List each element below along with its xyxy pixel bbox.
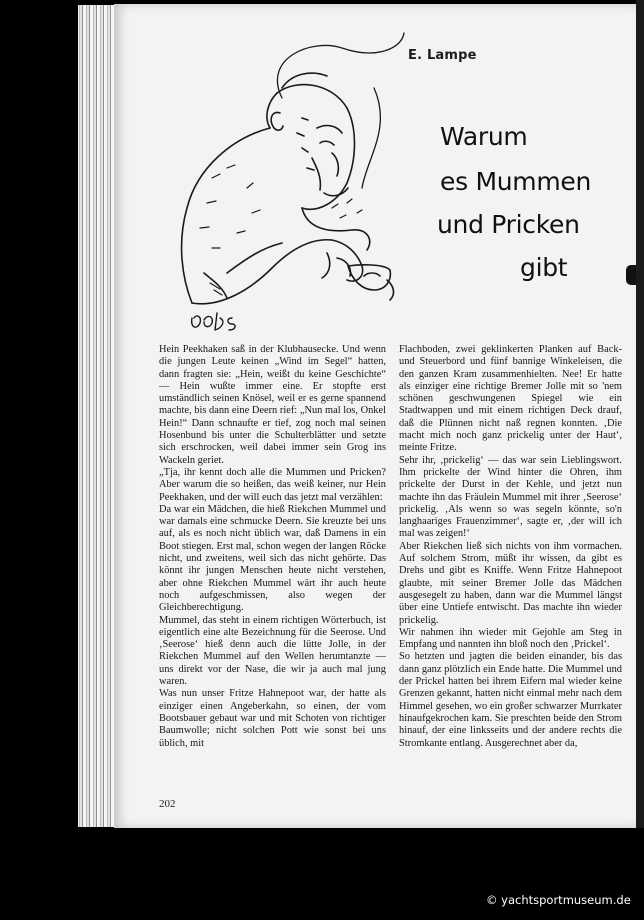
title-line-1: Warum <box>440 122 528 151</box>
paragraph: Mummel, das steht in einem richtigen Wörterbuch, ist eigentlich eine alte Bezeichnung für die Seerose. Und ‚Seerose‘ hieß denn auch die lütte Jolle, in der Riekchen Mummel auf den Wellen herumtanzte — uns direkt vor der Nase, die wir ja auch mal jung waren. <box>159 614 386 688</box>
paragraph: Flachboden, zwei geklinkerten Planken auf Back- und Steuerbord und fünf bannige Winkeleisen, die den ganzen Kram zusammenhielten. Nee! Er hatte als einziger eine richtige Bremer Jolle mit so 'nem schönen geschwungenen Spiegel wie ein Stadtwappen und mit einem richtigen Deck drauf, daß die Plünnen nicht naß regnen konnten. ‚Die macht mich noch ganz prickelig unter der Haut‘, meinte Fritze. <box>399 344 622 454</box>
page-number: 202 <box>159 798 176 810</box>
title-line-4: gibt <box>520 253 568 282</box>
title-line-3: und Pricken <box>437 210 580 239</box>
paragraph: So hetzten und jagten die beiden einander, bis das dann ganz plötzlich ein Ende hatte. Die Mummel und der Prickel hatten bei ihrem Eifern mal wieder keine Grenzen gekannt, hatten nicht einmal mehr nach dem Himmel gesehen, wo ein großer schwarzer Murrkater hinaufgekrochen kam. Sie preschten beide den Strom hinauf, der eine linksseits und der andere rechts die Stromkante entlang. Ausgerechnet aber da, <box>399 651 622 749</box>
title-line-2: es Mummen <box>440 167 591 196</box>
book-page-edges <box>78 5 116 827</box>
text-column-right <box>399 344 622 750</box>
paragraph: Da war ein Mädchen, die hieß Riekchen Mummel und war damals eine schmucke Deern. Sie kreuzte bei uns auf, als es noch nicht üblich war, daß Damens in ein Boot stiegen. Erst mal, schon wegen der langen Röcke nicht, und zweitens, weil sich das nicht gehörte. Das könnt ihr jungen Menschen heute nicht verstehen, aber ohne Riekchen Mummel wärt ihr auch heute noch aufgeschmissen, also wegen der Gleichberechtigung. <box>159 503 386 614</box>
paragraph: Hein Peekhaken saß in der Klubhausecke. Und wenn die jungen Leute keinen „Wind im Segel“ hatten, dann fragten sie: „Hein, weißt du keine Geschichte“ — Hein wußte immer eine. Er stopfte erst umständlich seinen Knösel, weil er es gerne spannend machte, bis dann eine Deern rief: „Nun mal los, Onkel Hein!“ Dann schnaufte er tief, zog noch mal seinen Hosenbund bis unter die Schulterblätter und setzte sich erschrocken, weil dabei immer sein Grog ins Wackeln geriet. <box>159 344 386 466</box>
page-tab-mark <box>626 265 636 285</box>
author-name: E. Lampe <box>408 48 477 63</box>
watermark-text: © yachtsportmuseum.de <box>486 893 631 907</box>
paragraph: Was nun unser Fritze Hahnepoot war, der hatte als einziger einen Angeberkahn, so einen, der vom Bootsbauer gebaut war und mit Schoten von richtiger Baumwolle; nicht solchen Pott wie sonst bei uns üblich, mit <box>159 688 386 749</box>
sailor-illustration <box>152 18 414 338</box>
paragraph: Wir nahmen ihn wieder mit Gejohle am Steg in Empfang und nannten ihn bloß noch den ‚Prickel‘. <box>399 626 622 651</box>
scan-edge-right <box>636 0 644 828</box>
paragraph: Sehr ihr, ‚prickelig‘ — das war sein Lieblingswort. Ihm prickelte der Wind hinter die Ohren, ihm prickelte der Durst in der Kehle, und jetzt nun machte ihn das Fräulein Mummel mit ihrer ‚Seerose‘ prickelig. ‚Als wenn so was segeln könnte, so'n langhaariges Frauenzimmer‘, sagte er, ‚der will ich mal was zeigen!‘ <box>399 454 622 540</box>
text-column-left <box>159 344 386 750</box>
paragraph: Aber Riekchen ließ sich nichts von ihm vormachen. Auf solchem Strom, müßt ihr wissen, da gibt es Drehs und gibt es Kniffe. Wenn Fritze Hahnepoot glaubte, mit seiner Bremer Jolle das Mädchen ausgesegelt zu haben, dann war die Mummel längst über eine Untiefe entwischt. Das machte ihn wieder prickelig. <box>399 540 622 626</box>
scan-background-left <box>0 0 78 920</box>
paragraph: „Tja, ihr kennt doch alle die Mummen und Pricken? Aber warum die so heißen, das weiß keiner, nur Hein Peekhaken, und der will euch das jetzt mal verzählen: <box>159 466 386 503</box>
